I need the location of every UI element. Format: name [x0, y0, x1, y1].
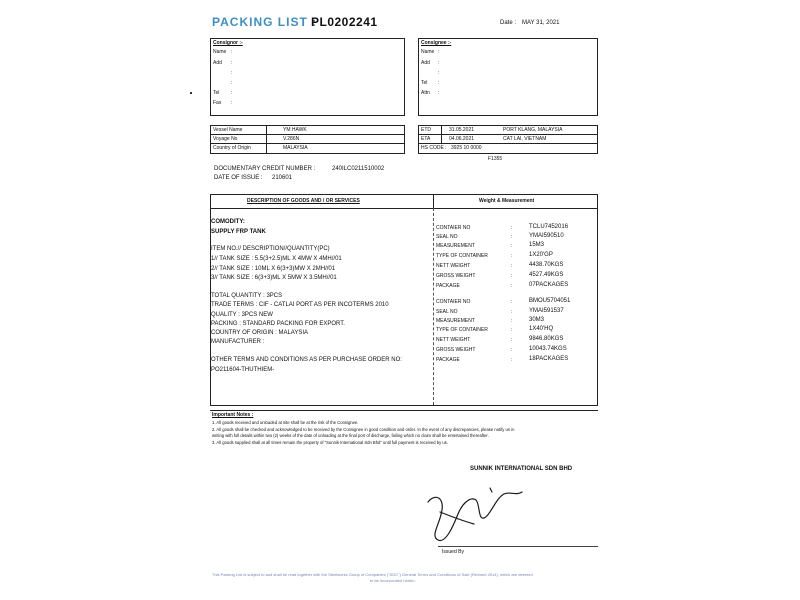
weight-header: Weight & Measurement	[479, 198, 535, 204]
c2-container-no: BMOU5704051	[529, 298, 571, 304]
notes-heading: Important Notes :	[212, 412, 254, 418]
consignee-name-label: Name	[421, 49, 435, 55]
consignor-box	[210, 38, 405, 116]
c1-colon: :	[511, 234, 513, 240]
reference-code: F1355	[488, 156, 503, 162]
c2-colon: :	[511, 299, 513, 305]
shipping-dates-box	[418, 125, 598, 154]
note-line: 3. All goods supplied shall at all times remain the property of "Sunnik International Sdn Bhd" until full payment is received by us.	[212, 440, 448, 445]
detail-line: COUNTRY OF ORIGIN : MALAYSIA	[211, 330, 309, 336]
note-line: 2. All goods shall be checked and acknowledged to be received by the Consignee in good condition and order. In the event of any discrepancies, please notify us in	[212, 427, 515, 432]
vessel-name-label: Vessel Name	[213, 127, 243, 133]
c1-colon: :	[511, 253, 513, 259]
etd-port: PORT KLANG, MALAYSIA	[503, 127, 563, 133]
c2-gross-label: GROSS WEIGHT	[436, 347, 476, 353]
eta-port: CAT LAI, VIETNAM	[503, 136, 547, 142]
etd-label: ETD	[421, 127, 431, 133]
item-line: 3// TANK SIZE : 6(3+3)ML X 5MW X 3.5MH//01	[211, 275, 337, 281]
consignor-fax-label: Fax	[213, 100, 222, 106]
c1-colon: :	[511, 263, 513, 269]
consignee-colon: :	[438, 80, 440, 86]
detail-line: TRADE TERMS : CIF - CATLAI PORT AS PER INCOTERMS 2010	[211, 302, 389, 308]
c1-container-no-label: CONTAIER NO	[436, 225, 471, 231]
consignee-add-label: Add	[421, 60, 430, 66]
consignor-colon: :	[231, 80, 233, 86]
detail-line: TOTAL QUANTITY : 3PCS	[211, 293, 283, 299]
other-terms: OTHER TERMS AND CONDITIONS AS PER PURCHASE ORDER NO:	[211, 357, 402, 363]
voyage-value: V.286N	[283, 136, 300, 142]
dc-number-label: DOCUMENTARY CREDIT NUMBER :	[214, 166, 316, 172]
consignor-add-label: Add	[213, 60, 222, 66]
c2-gross-weight: 10043.74KGS	[529, 346, 567, 352]
c1-measurement: 15M3	[529, 242, 545, 248]
commodity-label: COMODITY:	[211, 219, 245, 225]
eta-label: ETA	[421, 136, 431, 142]
consignee-colon: :	[438, 60, 440, 66]
consignor-tel-label: Tel	[213, 90, 220, 96]
c2-container-no-label: CONTAIER NO	[436, 299, 471, 305]
item-line: 1// TANK SIZE : 5.5(3+2.5)ML X 4MW X 4MH//01	[211, 256, 342, 262]
c1-container-no: TCLU7452016	[529, 224, 569, 230]
description-header: DESCRIPTION OF GOODS AND / OR SERVICES	[247, 198, 360, 204]
consignor-colon: :	[231, 60, 233, 66]
commodity-value: SUPPLY FRP TANK	[211, 229, 266, 235]
c2-colon: :	[511, 337, 513, 343]
c1-gross-label: GROSS WEIGHT	[436, 273, 476, 279]
c2-colon: :	[511, 327, 513, 333]
origin-label: Country of Origin	[213, 145, 251, 151]
c2-type: 1X40'HQ	[529, 326, 554, 332]
c1-colon: :	[511, 243, 513, 249]
hs-code-value: 3925 10 0000	[451, 145, 482, 151]
c2-colon: :	[511, 347, 513, 353]
date-value: MAY 31, 2021	[522, 20, 560, 26]
consignor-name-label: Name	[213, 49, 227, 55]
issued-by-label: Issued By	[442, 549, 464, 555]
note-line: 1. All goods received and unloaded at site shall be at the risk of the Consignee.	[212, 420, 359, 425]
c1-colon: :	[511, 283, 513, 289]
vessel-box	[210, 125, 405, 154]
c2-seal-label: SEAL NO	[436, 309, 458, 315]
c2-type-label: TYPE OF CONTAINER	[436, 327, 488, 333]
detail-line: QUALITY : 3PCS NEW	[211, 312, 273, 318]
c1-package: 07PACKAGES	[529, 282, 569, 288]
c2-seal-no: YMAI591537	[529, 308, 564, 314]
dc-number-value: 240ILC0211510002	[332, 166, 385, 172]
c2-package-label: PACKAGE	[436, 357, 460, 363]
footer-text: to be incorporated herein.	[370, 578, 416, 583]
c1-colon: :	[511, 273, 513, 279]
c1-seal-label: SEAL NO	[436, 234, 458, 240]
c1-colon: :	[511, 225, 513, 231]
c1-seal-no: YMAI590510	[529, 233, 564, 239]
consignee-colon: :	[438, 70, 440, 76]
issue-date-label: DATE OF ISSUE :	[214, 175, 263, 181]
consignor-colon: :	[231, 100, 233, 106]
note-line: writing with full details within two (2) weeks of the date of unloading at the final port of discharge, failing which no claim shall be entertained thereafter.	[212, 433, 489, 438]
document-title: PACKING LIST :	[212, 15, 318, 29]
c2-colon: :	[511, 318, 513, 324]
c2-colon: :	[511, 309, 513, 315]
c1-package-label: PACKAGE	[436, 283, 460, 289]
c1-measurement-label: MEASUREMENT	[436, 243, 475, 249]
footer-text: This Packing List is subject to and shall be read together with the Steelworks Group of Companies ("SGC") General Terms and Conditions of Sale (Revised 2014), which are deemed	[212, 572, 533, 577]
consignee-colon: :	[438, 49, 440, 55]
c2-measurement-label: MEASUREMENT	[436, 318, 475, 324]
date-label: Date :	[500, 20, 517, 26]
voyage-label: Voyage No	[213, 136, 238, 142]
consignor-colon: :	[231, 70, 233, 76]
company-name: SUNNIK INTERNATIONAL SDN BHD	[470, 466, 573, 472]
consignee-attn-label: Attn	[421, 90, 430, 96]
consignee-tel-label: Tel	[421, 80, 428, 86]
c2-nett-label: NETT WEIGHT	[436, 337, 471, 343]
detail-line: PACKING : STANDARD PACKING FOR EXPORT.	[211, 321, 345, 327]
c1-gross-weight: 4527.49KGS	[529, 272, 564, 278]
consignor-colon: :	[231, 90, 233, 96]
consignee-heading: Consignee :-	[421, 40, 452, 46]
consignee-box	[418, 38, 598, 116]
packing-list-number: PL0202241	[311, 15, 378, 29]
c1-type-label: TYPE OF CONTAINER	[436, 253, 488, 259]
eta-date: 04.06.2021	[449, 136, 475, 142]
c2-nett-weight: 9846.80KGS	[529, 336, 564, 342]
signature-image	[420, 480, 540, 552]
consignor-heading: Consignor :-	[213, 40, 243, 46]
consignor-colon: :	[231, 49, 233, 55]
c1-type: 1X20'GP	[529, 252, 553, 258]
po-number: PO211604-THUTHIEM-	[211, 367, 275, 373]
etd-date: 31.05.2021	[449, 127, 475, 133]
c1-nett-weight: 4438.70KGS	[529, 262, 564, 268]
c2-colon: :	[511, 357, 513, 363]
c1-nett-label: NETT WEIGHT	[436, 263, 471, 269]
consignee-colon: :	[438, 90, 440, 96]
hs-code-label: HS CODE :	[421, 145, 447, 151]
origin-value: MALAYSIA	[283, 145, 308, 151]
packing-list-document	[170, 4, 632, 596]
goods-table	[210, 194, 598, 406]
c2-package: 18PACKAGES	[529, 356, 569, 362]
c2-measurement: 30M3	[529, 317, 545, 323]
item-header: ITEM NO.// DESCRIPTION//QUANTITY(PC)	[211, 246, 330, 252]
issue-date-value: 210601	[272, 175, 293, 181]
vessel-name-value: YM HAWK	[283, 127, 307, 133]
detail-line: MANUFACTURER :	[211, 339, 265, 345]
margin-mark	[190, 92, 192, 94]
item-line: 2// TANK SIZE : 10ML X 6(3+3)MW X 2MH//01	[211, 266, 336, 272]
